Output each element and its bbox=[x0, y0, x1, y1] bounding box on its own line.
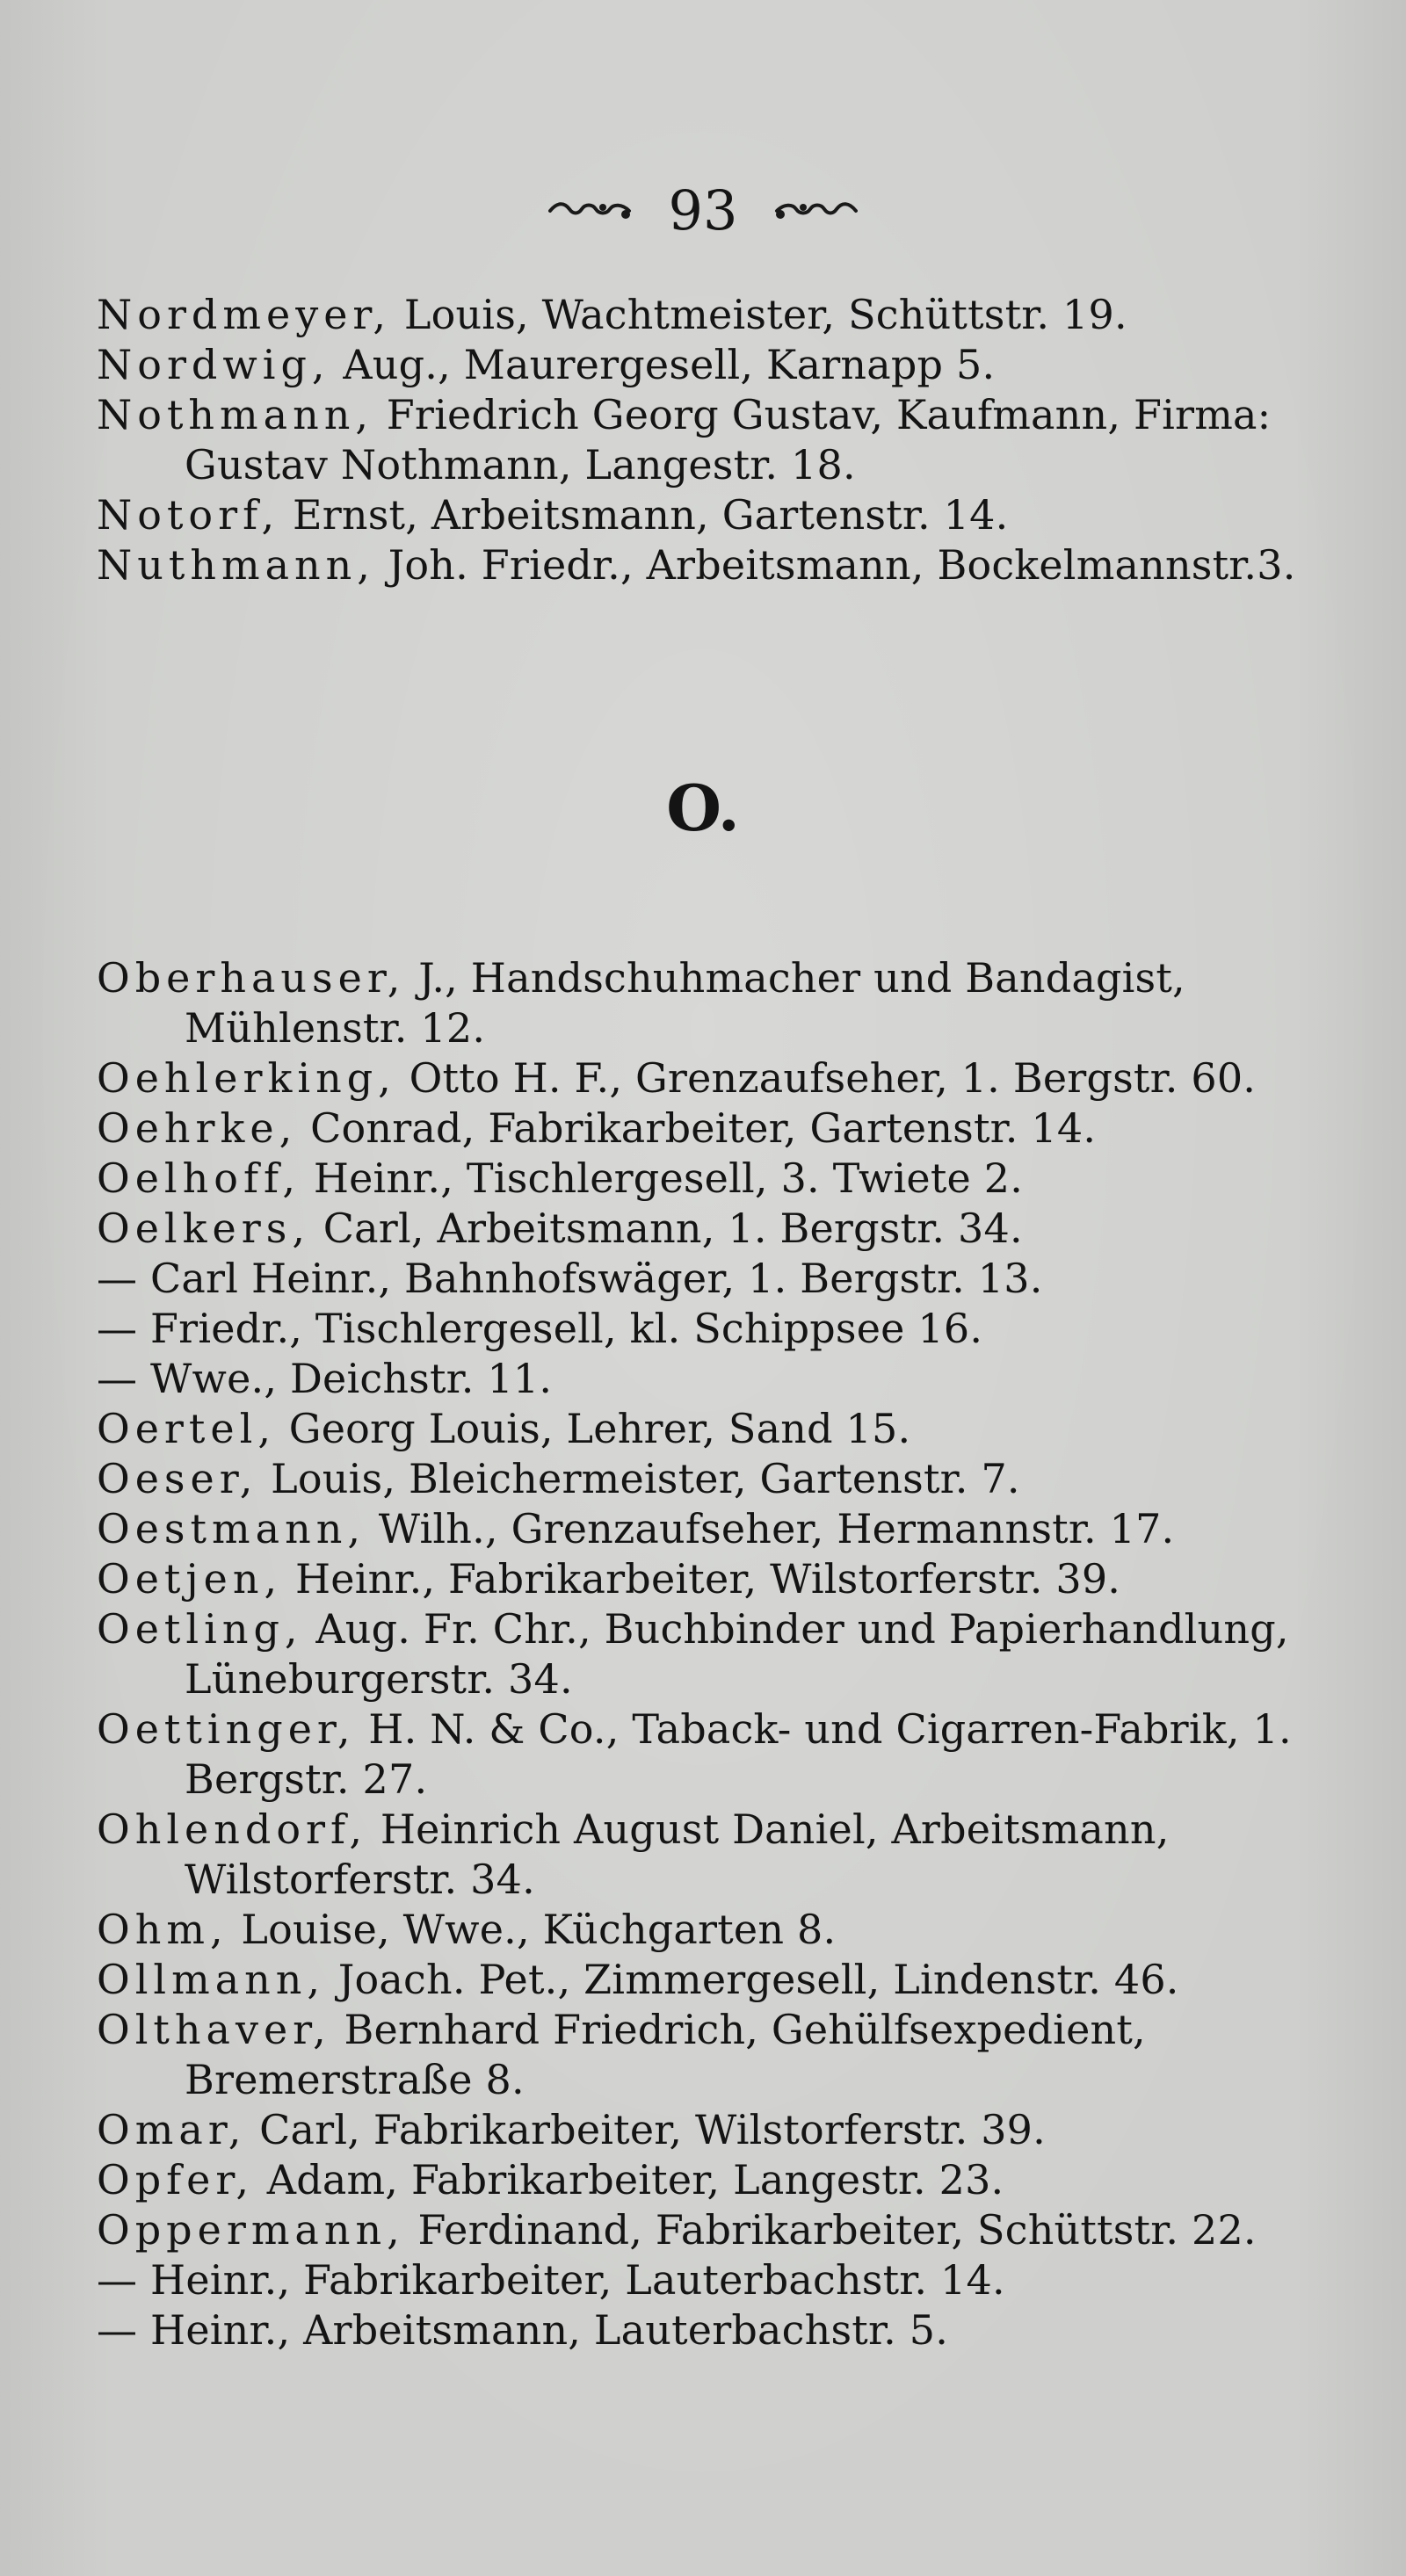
entry-details: Joh. Friedr., Arbeitsmann, Bockelmannstr.3. bbox=[374, 541, 1296, 589]
entry-details: Friedrich Georg Gustav, Kaufmann, Firma: Gustav Nothmann, Langestr. 18. bbox=[185, 391, 1272, 488]
entry-details: Wilh., Grenzaufseher, Hermannstr. 17. bbox=[365, 1505, 1175, 1552]
directory-entry bbox=[97, 1805, 1323, 1905]
entry-surname: Ohm, bbox=[97, 1906, 228, 1953]
entry-surname: Ollmann, bbox=[97, 1956, 326, 2003]
entry-surname: Oertel, bbox=[97, 1405, 276, 1452]
entry-details: Louis, Bleichermeister, Gartenstr. 7. bbox=[257, 1455, 1020, 1502]
entry-details: — Wwe., Deichstr. 11. bbox=[97, 1355, 553, 1402]
entry-details: Heinr., Tischlergesell, 3. Twiete 2. bbox=[301, 1154, 1024, 1202]
directory-entry bbox=[97, 1103, 1323, 1154]
entry-details: Adam, Fabrikarbeiter, Langestr. 23. bbox=[253, 2156, 1004, 2203]
directory-entry bbox=[97, 1354, 1323, 1404]
entries-list-n bbox=[97, 290, 1323, 590]
directory-entry bbox=[97, 1704, 1323, 1805]
entry-details: Otto H. F., Grenzaufseher, 1. Bergstr. 60. bbox=[395, 1054, 1257, 1102]
entry-details: Carl, Arbeitsmann, 1. Bergstr. 34. bbox=[309, 1205, 1023, 1252]
directory-entry bbox=[97, 1404, 1323, 1454]
entry-surname: Oeser, bbox=[97, 1455, 258, 1502]
entry-surname: Ohlendorf, bbox=[97, 1805, 368, 1853]
entry-details: Ferdinand, Fabrikarbeiter, Schüttstr. 22. bbox=[404, 2206, 1257, 2254]
directory-entry bbox=[97, 2255, 1323, 2305]
entry-details: — Friedr., Tischlergesell, kl. Schippsee 16. bbox=[97, 1305, 983, 1352]
entry-surname: Oelkers, bbox=[97, 1205, 310, 1252]
entry-surname: Nordwig, bbox=[97, 341, 330, 388]
entries-list-o bbox=[97, 953, 1323, 2355]
directory-entry bbox=[97, 390, 1323, 490]
directory-entry bbox=[97, 1554, 1323, 1604]
entry-surname: Oehrke, bbox=[97, 1104, 298, 1152]
entry-details: — Heinr., Arbeitsmann, Lauterbachstr. 5. bbox=[97, 2306, 949, 2354]
directory-entry bbox=[97, 2205, 1323, 2255]
entry-surname: Nuthmann, bbox=[97, 541, 375, 589]
directory-entry bbox=[97, 1254, 1323, 1304]
directory-entry bbox=[97, 490, 1323, 540]
entry-details: Heinr., Fabrikarbeiter, Wilstorferstr. 39. bbox=[282, 1555, 1121, 1603]
entry-surname: Olthaver, bbox=[97, 2006, 331, 2053]
directory-entry bbox=[97, 2005, 1323, 2105]
entry-details: Louise, Wwe., Küchgarten 8. bbox=[228, 1906, 837, 1953]
entry-surname: Oppermann, bbox=[97, 2206, 405, 2254]
entry-surname: Oettinger, bbox=[97, 1705, 356, 1753]
entry-details: J., Handschuhmacher und Bandagist, Mühlenstr. 12. bbox=[185, 954, 1185, 1052]
entry-details: Heinrich August Daniel, Arbeitsmann, Wilstorferstr. 34. bbox=[185, 1805, 1170, 1903]
directory-entry bbox=[97, 2305, 1323, 2355]
entry-details: Carl, Fabrikarbeiter, Wilstorferstr. 39. bbox=[246, 2106, 1046, 2153]
entry-details: Louis, Wachtmeister, Schüttstr. 19. bbox=[391, 291, 1127, 338]
directory-entry bbox=[97, 1504, 1323, 1554]
entry-surname: Oestmann, bbox=[97, 1505, 366, 1552]
directory-entry bbox=[97, 1905, 1323, 1955]
entry-surname: Omar, bbox=[97, 2106, 247, 2153]
directory-entry bbox=[97, 1304, 1323, 1354]
directory-entry bbox=[97, 1154, 1323, 1204]
directory-entry bbox=[97, 2105, 1323, 2155]
page-number: 93 bbox=[668, 177, 738, 242]
entry-details: H. N. & Co., Taback- und Cigarren-Fabrik, 1. Bergstr. 27. bbox=[185, 1705, 1292, 1803]
entry-details: Bernhard Friedrich, Gehülfsexpedient, Bremerstraße 8. bbox=[185, 2006, 1146, 2103]
entry-surname: Oberhauser, bbox=[97, 954, 406, 1002]
directory-entry bbox=[97, 953, 1323, 1053]
directory-entry bbox=[97, 540, 1323, 590]
entry-surname: Oetling, bbox=[97, 1605, 303, 1653]
page-header bbox=[0, 176, 1406, 242]
entry-surname: Oehlerking, bbox=[97, 1054, 396, 1102]
directory-entry bbox=[97, 1454, 1323, 1504]
entry-details: Georg Louis, Lehrer, Sand 15. bbox=[275, 1405, 911, 1452]
directory-entry bbox=[97, 2155, 1323, 2205]
section-heading: O. bbox=[666, 771, 740, 845]
entry-surname: Oetjen, bbox=[97, 1555, 283, 1603]
entry-details: Ernst, Arbeitsmann, Gartenstr. 14. bbox=[279, 491, 1009, 539]
entry-details: Joach. Pet., Zimmergesell, Lindenstr. 46. bbox=[325, 1956, 1179, 2003]
entry-details: — Heinr., Fabrikarbeiter, Lauterbachstr. 14. bbox=[97, 2256, 1005, 2304]
ornament-right-icon bbox=[774, 199, 858, 223]
directory-entry bbox=[97, 340, 1323, 390]
entry-details: Aug., Maurergesell, Karnapp 5. bbox=[330, 341, 996, 388]
directory-entry bbox=[97, 1604, 1323, 1704]
entry-surname: Notorf, bbox=[97, 491, 280, 539]
entry-details: — Carl Heinr., Bahnhofswäger, 1. Bergstr. 13. bbox=[97, 1255, 1043, 1302]
directory-entry bbox=[97, 1955, 1323, 2005]
entry-surname: Opfer, bbox=[97, 2156, 254, 2203]
entry-details: Conrad, Fabrikarbeiter, Gartenstr. 14. bbox=[297, 1104, 1097, 1152]
entry-surname: Nordmeyer, bbox=[97, 291, 391, 338]
entry-details: Aug. Fr. Chr., Buchbinder und Papierhandlung, Lüneburgerstr. 34. bbox=[185, 1605, 1289, 1703]
directory-entry bbox=[97, 1204, 1323, 1254]
entry-surname: Oelhoff, bbox=[97, 1154, 301, 1202]
directory-entry bbox=[97, 290, 1323, 340]
ornament-left-icon bbox=[548, 199, 632, 223]
entry-surname: Nothmann, bbox=[97, 391, 373, 438]
directory-entry bbox=[97, 1053, 1323, 1103]
